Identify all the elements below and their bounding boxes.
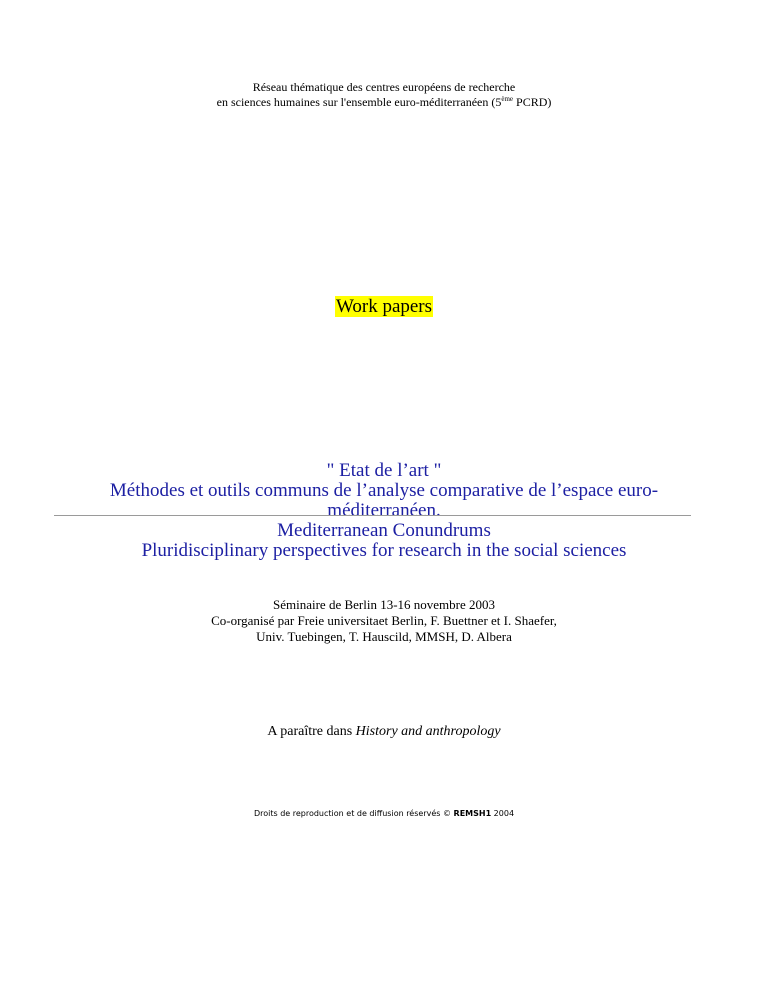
title-line-5: Pluridisciplinary perspectives for research in the social sciences	[141, 540, 627, 561]
title-line-1: " Etat de l’art "	[326, 460, 442, 481]
work-papers-highlight: Work papers	[335, 296, 433, 317]
publication-note	[0, 723, 768, 741]
header-line-2-suffix: PCRD)	[513, 95, 552, 109]
rights-prefix: Droits de reproduction et de diffusion réservés ©	[253, 809, 454, 818]
header-line-2-prefix: en sciences humaines sur l'ensemble euro-méditerranéen (5	[216, 95, 502, 109]
header-superscript: ème	[501, 95, 514, 103]
document-title	[0, 461, 768, 561]
rights-year: 2004	[491, 809, 515, 818]
rights-org: REMSH1	[453, 809, 492, 818]
title-line-4: Mediterranean Conundrums	[277, 520, 491, 541]
seminar-info	[0, 597, 768, 645]
publication-journal: History and anthropology	[355, 724, 501, 739]
horizontal-rule	[54, 515, 691, 516]
header-line-2	[0, 95, 768, 110]
work-papers-label	[0, 295, 768, 319]
network-header	[0, 80, 768, 110]
title-line-3: méditerranéen.	[327, 500, 441, 521]
seminar-line-2: Co-organisé par Freie universitaet Berlin, F. Buettner et I. Shaefer,	[211, 613, 557, 628]
publication-prefix: A paraître dans	[267, 724, 356, 739]
title-line-2: Méthodes et outils communs de l’analyse comparative de l’espace euro-	[109, 480, 659, 501]
rights-notice	[0, 808, 768, 820]
seminar-line-1: Séminaire de Berlin 13-16 novembre 2003	[272, 597, 496, 612]
header-line-1: Réseau thématique des centres européens de recherche	[252, 80, 516, 94]
seminar-line-3: Univ. Tuebingen, T. Hauscild, MMSH, D. Albera	[256, 629, 512, 644]
